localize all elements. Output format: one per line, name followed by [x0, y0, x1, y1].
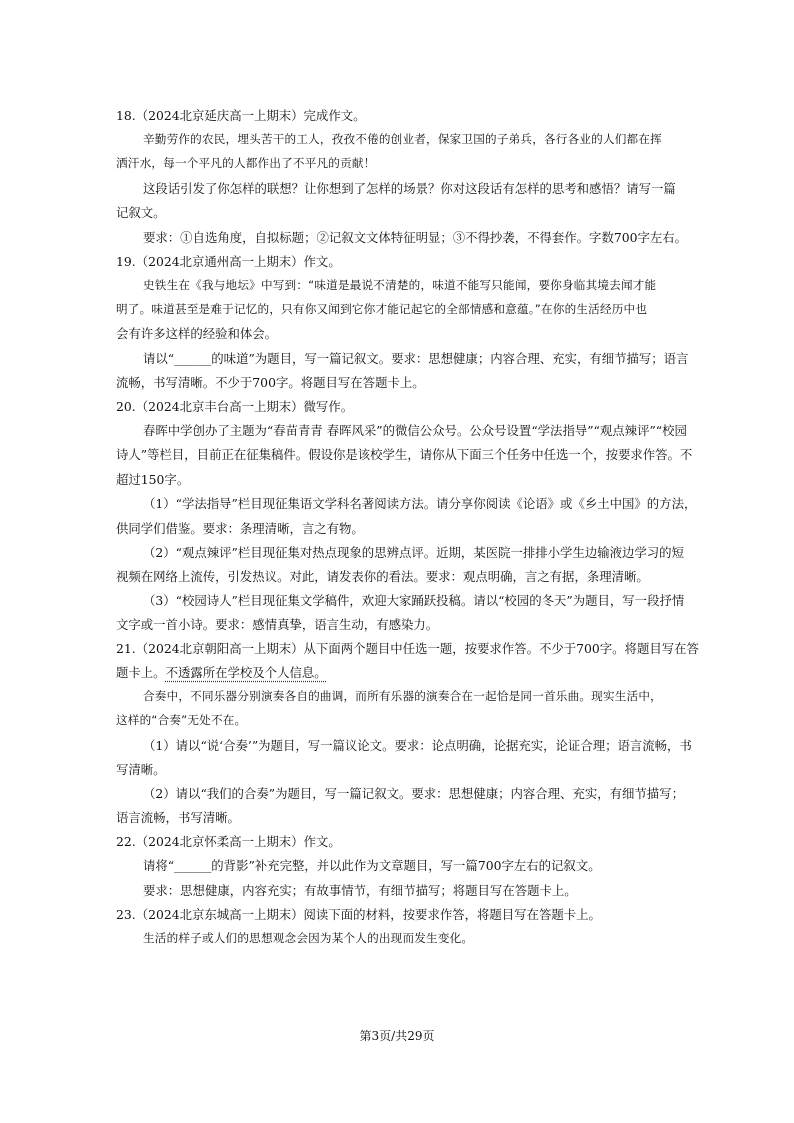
q20-task-1-line-2: 供同学们借鉴。要求：条理清晰，言之有物。	[116, 521, 364, 536]
q21-title-line-2-text: 题卡上。	[116, 665, 166, 680]
q19-material-line-2: 明了。味道甚至是难于记忆的，只有你又闻到它你才能记起它的全部情感和意蕴。”在你的生活经历中也	[116, 302, 648, 316]
q20-task-3-line-2: 文字或一首小诗。要求：感情真挚，语言生动，有感染力。	[116, 617, 439, 632]
question-22-title: 22.（2024北京怀柔高一上期末）作文。	[116, 834, 341, 849]
question-23-title: 23.（2024北京东城高一上期末）阅读下面的材料，按要求作答，将题目写在答题卡上。	[116, 907, 601, 922]
q20-task-3-line-1: （3）“校园诗人”栏目现征集文学稿件，欢迎大家踊跃投稿。请以“校园的冬天”为题目，写一段抒情	[143, 593, 685, 608]
question-21-title: 21.（2024北京朝阳高一上期末）从下面两个题目中任选一题，按要求作答。不少于700字。将题目写在答	[116, 641, 699, 656]
q19-material-line-3: 会有许多这样的经验和体会。	[116, 326, 278, 341]
q20-task-2-line-1: （2）“观点辣评”栏目现征集对热点现象的思辨点评。近期，某医院一排排小学生边输液边学习的短	[143, 545, 684, 560]
question-18-title: 18.（2024北京延庆高一上期末）完成作文。	[116, 108, 366, 123]
q20-intro-line-1: 春晖中学创办了主题为“春苗青青 春晖风采”的微信公众号。公众号设置“学法指导”“观点辣评”“校园	[143, 423, 687, 438]
q21-material-line-2: 这样的“合奏”无处不在。	[116, 713, 247, 727]
q18-prompt-line-2: 记叙文。	[116, 205, 166, 220]
q23-material-line-1: 生活的样子或人们的思想观念会因为某个人的出现而发生变化。	[143, 931, 474, 945]
q21-option-2-line-1: （2）请以“我们的合奏”为题目，写一篇记叙文。要求：思想健康；内容合理、充实，有细节描写；	[143, 786, 684, 801]
q19-prompt-line-2: 流畅，书写清晰。不少于700字。将题目写在答题卡上。	[116, 375, 425, 390]
q22-prompt: 请将“______的背影”补充完整，并以此作为文章题目，写一篇700字左右的记叙文。	[143, 858, 601, 873]
q21-title-line-2	[116, 664, 327, 681]
q21-option-1-line-2: 写清晰。	[116, 762, 166, 777]
q21-option-2-line-2: 语言流畅，书写清晰。	[116, 810, 240, 825]
q20-intro-line-2: 诗人”等栏目，目前正在征集稿件。假设你是该校学生，请你从下面三个任务中任选一个，按要求作答。不	[116, 447, 693, 462]
q20-intro-line-3: 超过150字。	[116, 472, 190, 487]
q18-material-line-2: 洒汗水，每一个平凡的人都作出了不平凡的贡献！	[116, 156, 376, 170]
q20-task-1-line-1: （1）“学法指导”栏目现征集语文学科名著阅读方法。请分享你阅读《论语》或《乡土中国》的方法，	[143, 496, 697, 511]
q22-requirements: 要求：思想健康，内容充实；有故事情节，有细节描写；将题目写在答题卡上。	[143, 883, 577, 898]
q21-option-1-line-1: （1）请以“说‘合奏’”为题目，写一篇议论文。要求：论点明确，论据充实，论证合理；语言流畅，书	[143, 738, 692, 753]
q18-material-line-1: 辛勤劳作的农民，埋头苦干的工人，孜孜不倦的创业者，保家卫国的子弟兵，各行各业的人们都在挥	[143, 132, 662, 146]
q18-prompt-line-1: 这段话引发了你怎样的联想？让你想到了怎样的场景？你对这段话有怎样的思考和感悟？请写一篇	[143, 181, 676, 196]
q21-material-line-1: 合奏中，不同乐器分别演奏各自的曲调，而所有乐器的演奏合在一起恰是同一首乐曲。现实生活中，	[143, 689, 662, 703]
question-20-title: 20.（2024北京丰台高一上期末）微写作。	[116, 399, 354, 414]
q18-requirements: 要求：①自选角度，自拟标题；②记叙文文体特征明显；③不得抄袭，不得套作。字数700字左右。	[143, 230, 688, 245]
question-19-title: 19.（2024北京通州高一上期末）作文。	[116, 254, 341, 269]
q21-emphasis: 不透露所在学校及个人信息。	[165, 665, 327, 680]
page-number-footer: 第3页/共29页	[359, 1029, 435, 1043]
q20-task-2-line-2: 视频在网络上流传，引发热议。对此，请发表你的看法。要求：观点明确，言之有据，条理清晰。	[116, 569, 649, 584]
q19-prompt-line-1: 请以“______的味道”为题目，写一篇记叙文。要求：思想健康；内容合理、充实，有细节描写；语言	[143, 351, 689, 366]
q19-material-line-1: 史铁生在《我与地坛》中写到：“味道是最说不清楚的，味道不能写只能闻，要你身临其境去闻才能	[143, 278, 657, 292]
